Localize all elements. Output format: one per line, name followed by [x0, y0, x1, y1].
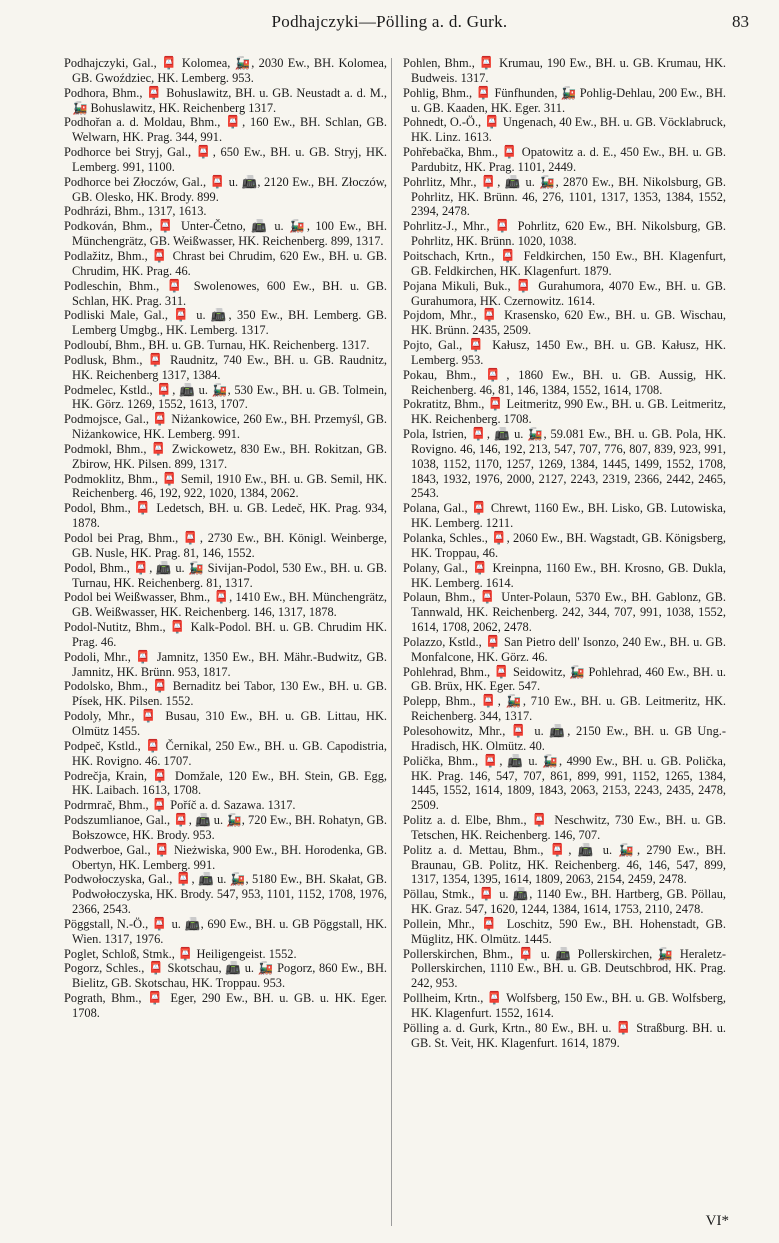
directory-entry: Pohlehrad, Bhm., 📮 Seidowitz, 🚂 Pohlehrad, 460 Ew., BH. u. GB. Brüx, HK. Eger. 547. — [403, 664, 726, 694]
directory-entry: Pollheim, Krtn., 📮 Wolfsberg, 150 Ew., BH. u. GB. Wolfsberg, HK. Klagenfurt. 1552, 1614. — [403, 991, 726, 1020]
directory-entry: Pokau, Bhm., 📮, 1860 Ew., BH. u. GB. Aussig, HK. Reichenberg. 46, 81, 146, 1384, 1552, 1614, 1708. — [403, 367, 726, 397]
directory-entry: Pohlig, Bhm., 📮 Fünfhunden, 🚂 Pohlig-Dehlau, 200 Ew., BH. u. GB. Kaaden, HK. Eger. 311. — [403, 85, 726, 115]
directory-entry: Polaun, Bhm., 📮 Unter-Polaun, 5370 Ew., BH. Gablonz, GB. Tannwald, HK. Reichenberg. 242, 344, 707, 991, 1038, 1552, 1614, 1708, 2062, 2478. — [403, 590, 726, 635]
directory-entry: Podmokl, Bhm., 📮 Zwickowetz, 830 Ew., BH. Rokitzan, GB. Zbirow, HK. Pilsen. 899, 1317. — [64, 441, 387, 471]
directory-entry: Pollerskirchen, Bhm., 📮 u. 📠 Pollerskirchen, 🚂 Heraletz-Pollerskirchen, 1110 Ew., BH. u. GB. Deutschbrod, HK. Prag. 242, 953. — [403, 946, 726, 991]
directory-entry: Pölling a. d. Gurk, Krtn., 80 Ew., BH. u. 📮 Straßburg. BH. u. GB. St. Veit, HK. Klagenfurt. 1614, 1879. — [403, 1020, 726, 1050]
directory-entry: Podleschin, Bhm., 📮 Swolenowes, 600 Ew., BH. u. GB. Schlan, HK. Prag. 311. — [64, 278, 387, 308]
directory-entry: Podszumlianoe, Gal., 📮, 📠 u. 🚂, 720 Ew., BH. Rohatyn, GB. Bołszowce, HK. Brody. 953. — [64, 813, 387, 842]
directory-entry: Podhorce bei Złoczów, Gal., 📮 u. 📠, 2120 Ew., BH. Złoczów, GB. Olesko, HK. Brody. 899. — [64, 174, 387, 204]
directory-entry: Podoli, Mhr., 📮 Jamnitz, 1350 Ew., BH. Mähr.-Budwitz, GB. Jamnitz, HK. Brünn. 953, 1817. — [64, 649, 387, 679]
directory-entry: Podkován, Bhm., 📮 Unter-Četno, 📠 u. 🚂, 100 Ew., BH. Münchengrätz, GB. Weißwasser, HK. Reichenberg. 899, 1317. — [64, 219, 387, 249]
directory-entry: Podol, Bhm., 📮 Ledetsch, BH. u. GB. Ledeč, HK. Prag. 934, 1878. — [64, 501, 387, 531]
directory-entry: Podhrázi, Bhm., 1317, 1613. — [64, 204, 207, 219]
directory-entry: Podwerboe, Gal., 📮 Nieżwiska, 900 Ew., BH. Horodenka, GB. Obertyn, HK. Lemberg. 991. — [64, 842, 387, 872]
directory-entry: Pohrlitz-J., Mhr., 📮 Pohrlitz, 620 Ew., BH. Nikolsburg, GB. Pohrlitz, HK. Brünn. 1020, 1038. — [403, 219, 726, 249]
directory-entry: Podhora, Bhm., 📮 Bohuslawitz, BH. u. GB. Neustadt a. d. M., 🚂 Bohuslawitz, HK. Reichenberg 1317. — [64, 85, 387, 115]
directory-entry: Polička, Bhm., 📮, 📠 u. 🚂, 4990 Ew., BH. u. GB. Polička, HK. Prag. 146, 547, 707, 861, 899, 991, 1152, 1265, 1384, 1445, 1552, 1614, 1809, 1843, 2063, 2153, 2243, 2435, 2478, 2509. — [403, 753, 726, 813]
directory-entry: Pohnedt, O.-Ö., 📮 Ungenach, 40 Ew., BH. u. GB. Vöcklabruck, HK. Linz. 1613. — [403, 115, 726, 145]
directory-entry: Polesohowitz, Mhr., 📮 u. 📠, 2150 Ew., BH. u. GB Ung.-Hradisch, HK. Olmütz. 40. — [403, 723, 726, 753]
directory-entry: Pohlen, Bhm., 📮 Krumau, 190 Ew., BH. u. GB. Krumau, HK. Budweis. 1317. — [403, 56, 726, 85]
left-column — [64, 56, 387, 1021]
directory-entry: Podrmrač, Bhm., 📮 Poříč a. d. Sazawa. 1317. — [64, 798, 296, 813]
directory-entry: Pojdom, Mhr., 📮 Krasensko, 620 Ew., BH. u. GB. Wischau, HK. Brünn. 2435, 2509. — [403, 308, 726, 338]
directory-entry: Podmoklitz, Bhm., 📮 Semil, 1910 Ew., BH. u. GB. Semil, HK. Reichenberg. 46, 192, 922, 1020, 1384, 2062. — [64, 471, 387, 501]
directory-entry: Podol, Bhm., 📮, 📠 u. 🚂 Sivijan-Podol, 530 Ew., BH. u. GB. Turnau, HK. Reichenberg. 81, 1317. — [64, 560, 387, 590]
directory-entry: Pöllau, Stmk., 📮 u. 📠, 1140 Ew., BH. Hartberg, GB. Pöllau, HK. Graz. 547, 1620, 1244, 1384, 1614, 1753, 2110, 2478. — [403, 887, 726, 917]
directory-entry: Podol bei Weißwasser, Bhm., 📮, 1410 Ew., BH. Münchengrätz, GB. Weißwasser, HK. Reichenberg. 146, 1317, 1878. — [64, 590, 387, 620]
directory-entry: Poglet, Schloß, Stmk., 📮 Heiligengeist. 1552. — [64, 946, 297, 961]
running-head: Podhajczyki—Pölling a. d. Gurk. — [271, 12, 508, 31]
directory-entry: Podliski Male, Gal., 📮 u. 📠, 350 Ew., BH. Lemberg. GB. Lemberg Umgbg., HK. Lemberg. 1317. — [64, 308, 387, 338]
directory-entry: Podolsko, Bhm., 📮 Bernaditz bei Tabor, 130 Ew., BH. u. GB. Písek, HK. Pilsen. 1552. — [64, 679, 387, 709]
directory-entry: Pohrlitz, Mhr., 📮, 📠 u. 🚂, 2870 Ew., BH. Nikolsburg, GB. Pohrlitz, HK. Brünn. 46, 276, 1101, 1317, 1353, 1384, 1552, 2394, 2478. — [403, 174, 726, 219]
directory-entry: Podlažitz, Bhm., 📮 Chrast bei Chrudim, 620 Ew., BH. u. GB. Chrudim, HK. Prag. 46. — [64, 248, 387, 278]
column-divider — [391, 58, 392, 1226]
directory-entry: Podmojsce, Gal., 📮 Niżankowice, 260 Ew., BH. Przemyśl, GB. Niżankowice, HK. Lemberg. 991. — [64, 412, 387, 442]
directory-entry: Pöggstall, N.-Ö., 📮 u. 📠, 690 Ew., BH. u. GB Pöggstall, HK. Wien. 1317, 1976. — [64, 916, 387, 946]
right-column — [403, 56, 726, 1051]
directory-entry: Pograth, Bhm., 📮 Eger, 290 Ew., BH. u. GB. u. HK. Eger. 1708. — [64, 991, 387, 1020]
directory-entry: Podol bei Prag, Bhm., 📮, 2730 Ew., BH. Königl. Weinberge, GB. Nusle, HK. Prag. 81, 146, 1552. — [64, 531, 387, 560]
directory-entry: Pokratitz, Bhm., 📮 Leitmeritz, 990 Ew., BH. u. GB. Leitmeritz, HK. Reichenberg. 1708. — [403, 397, 726, 427]
directory-entry: Pojto, Gal., 📮 Kałusz, 1450 Ew., BH. u. GB. Kałusz, HK. Lemberg. 953. — [403, 338, 726, 367]
directory-entry: Polany, Gal., 📮 Kreinpna, 1160 Ew., BH. Krosno, GB. Dukla, HK. Lemberg. 1614. — [403, 560, 726, 590]
page-header — [0, 6, 779, 36]
directory-entry: Podhořan a. d. Moldau, Bhm., 📮, 160 Ew., BH. Schlan, GB. Welwarn, HK. Prag. 344, 991. — [64, 115, 387, 145]
directory-entry: Podhajczyki, Gal., 📮 Kolomea, 🚂, 2030 Ew., BH. Kolomea, GB. Gwoździec, HK. Lemberg. 953. — [64, 56, 387, 85]
directory-entry: Podloubí, Bhm., BH. u. GB. Turnau, HK. Reichenberg. 1317. — [64, 338, 370, 353]
directory-entry: Pollein, Mhr., 📮 Loschitz, 590 Ew., BH. Hohenstadt, GB. Müglitz, HK. Olmütz. 1445. — [403, 916, 726, 946]
directory-entry: Politz a. d. Mettau, Bhm., 📮, 📠 u. 🚂, 2790 Ew., BH. Braunau, GB. Politz, HK. Reichenberg. 46, 146, 547, 899, 1317, 1354, 1395, 1614, 1809, 2063, 2154, 2459, 2478. — [403, 842, 726, 887]
directory-entry: Pogorz, Schles., 📮 Skotschau, 📠 u. 🚂 Pogorz, 860 Ew., BH. Bielitz, GB. Skotschau, HK. Troppau. 953. — [64, 961, 387, 991]
directory-entry: Podmelec, Kstld., 📮, 📠 u. 🚂, 530 Ew., BH. u. GB. Tolmein, HK. Görz. 1269, 1552, 1613, 1707. — [64, 382, 387, 412]
directory-entry: Polazzo, Kstld., 📮 San Pietro dell' Isonzo, 240 Ew., BH. u. GB. Monfalcone, HK. Görz. 46. — [403, 634, 726, 664]
directory-entry: Pola, Istrien, 📮, 📠 u. 🚂, 59.081 Ew., BH. u. GB. Pola, HK. Rovigno. 46, 146, 192, 213, 547, 707, 776, 807, 839, 923, 991, 1038, 1152, 1170, 1257, 1269, 1384, 1445, 1499, 1552, 1708, 1843, 1932, 1976, 2000, 2127, 2243, 2319, 2366, 2442, 2465, 2543. — [403, 427, 726, 501]
directory-entry: Politz a. d. Elbe, Bhm., 📮 Neschwitz, 730 Ew., BH. u. GB. Tetschen, HK. Reichenberg. 146, 707. — [403, 813, 726, 842]
signature-mark: VI* — [705, 1213, 729, 1229]
directory-entry: Polepp, Bhm., 📮, 🚂, 710 Ew., BH. u. GB. Leitmeritz, HK. Reichenberg. 344, 1317. — [403, 694, 726, 724]
directory-entry: Pohřebačka, Bhm., 📮 Opatowitz a. d. E., 450 Ew., BH. u. GB. Pardubitz, HK. Prag. 1101, 2449. — [403, 145, 726, 174]
directory-entry: Podlusk, Bhm., 📮 Raudnitz, 740 Ew., BH. u. GB. Raudnitz, HK. Reichenberg 1317, 1384. — [64, 352, 387, 382]
directory-entry: Podol-Nutitz, Bhm., 📮 Kalk-Podol. BH. u. GB. Chrudim HK. Prag. 46. — [64, 620, 387, 649]
directory-entry: Polana, Gal., 📮 Chrewt, 1160 Ew., BH. Lisko, GB. Lutowiska, HK. Lemberg. 1211. — [403, 501, 726, 531]
directory-entry: Podrečja, Krain, 📮 Domžale, 120 Ew., BH. Stein, GB. Egg, HK. Laibach. 1613, 1708. — [64, 768, 387, 798]
directory-entry: Podpeč, Kstld., 📮 Černikal, 250 Ew., BH. u. GB. Capodistria, HK. Rovigno. 46. 1707. — [64, 738, 387, 768]
directory-entry: Polanka, Schles., 📮, 2060 Ew., BH. Wagstadt, GB. Königsberg, HK. Troppau, 46. — [403, 531, 726, 560]
directory-entry: Podwołoczyska, Gal., 📮, 📠 u. 🚂, 5180 Ew., BH. Skałat, GB. Podwołoczyska, HK. Brody. 547, 953, 1101, 1152, 1708, 1976, 2366, 2543. — [64, 872, 387, 917]
page-number: 83 — [732, 12, 749, 31]
directory-entry: Podoly, Mhr., 📮 Busau, 310 Ew., BH. u. GB. Littau, HK. Olmütz 1455. — [64, 709, 387, 738]
directory-entry: Podhorce bei Stryj, Gal., 📮, 650 Ew., BH. u. GB. Stryj, HK. Lemberg. 991, 1100. — [64, 145, 387, 174]
directory-entry: Pojana Mikuli, Buk., 📮 Gurahumora, 4070 Ew., BH. u. GB. Gurahumora, HK. Czernowitz. 1614. — [403, 278, 726, 308]
directory-entry: Poitschach, Krtn., 📮 Feldkirchen, 150 Ew., BH. Klagenfurt, GB. Feldkirchen, HK. Klagenfurt. 1879. — [403, 248, 726, 278]
